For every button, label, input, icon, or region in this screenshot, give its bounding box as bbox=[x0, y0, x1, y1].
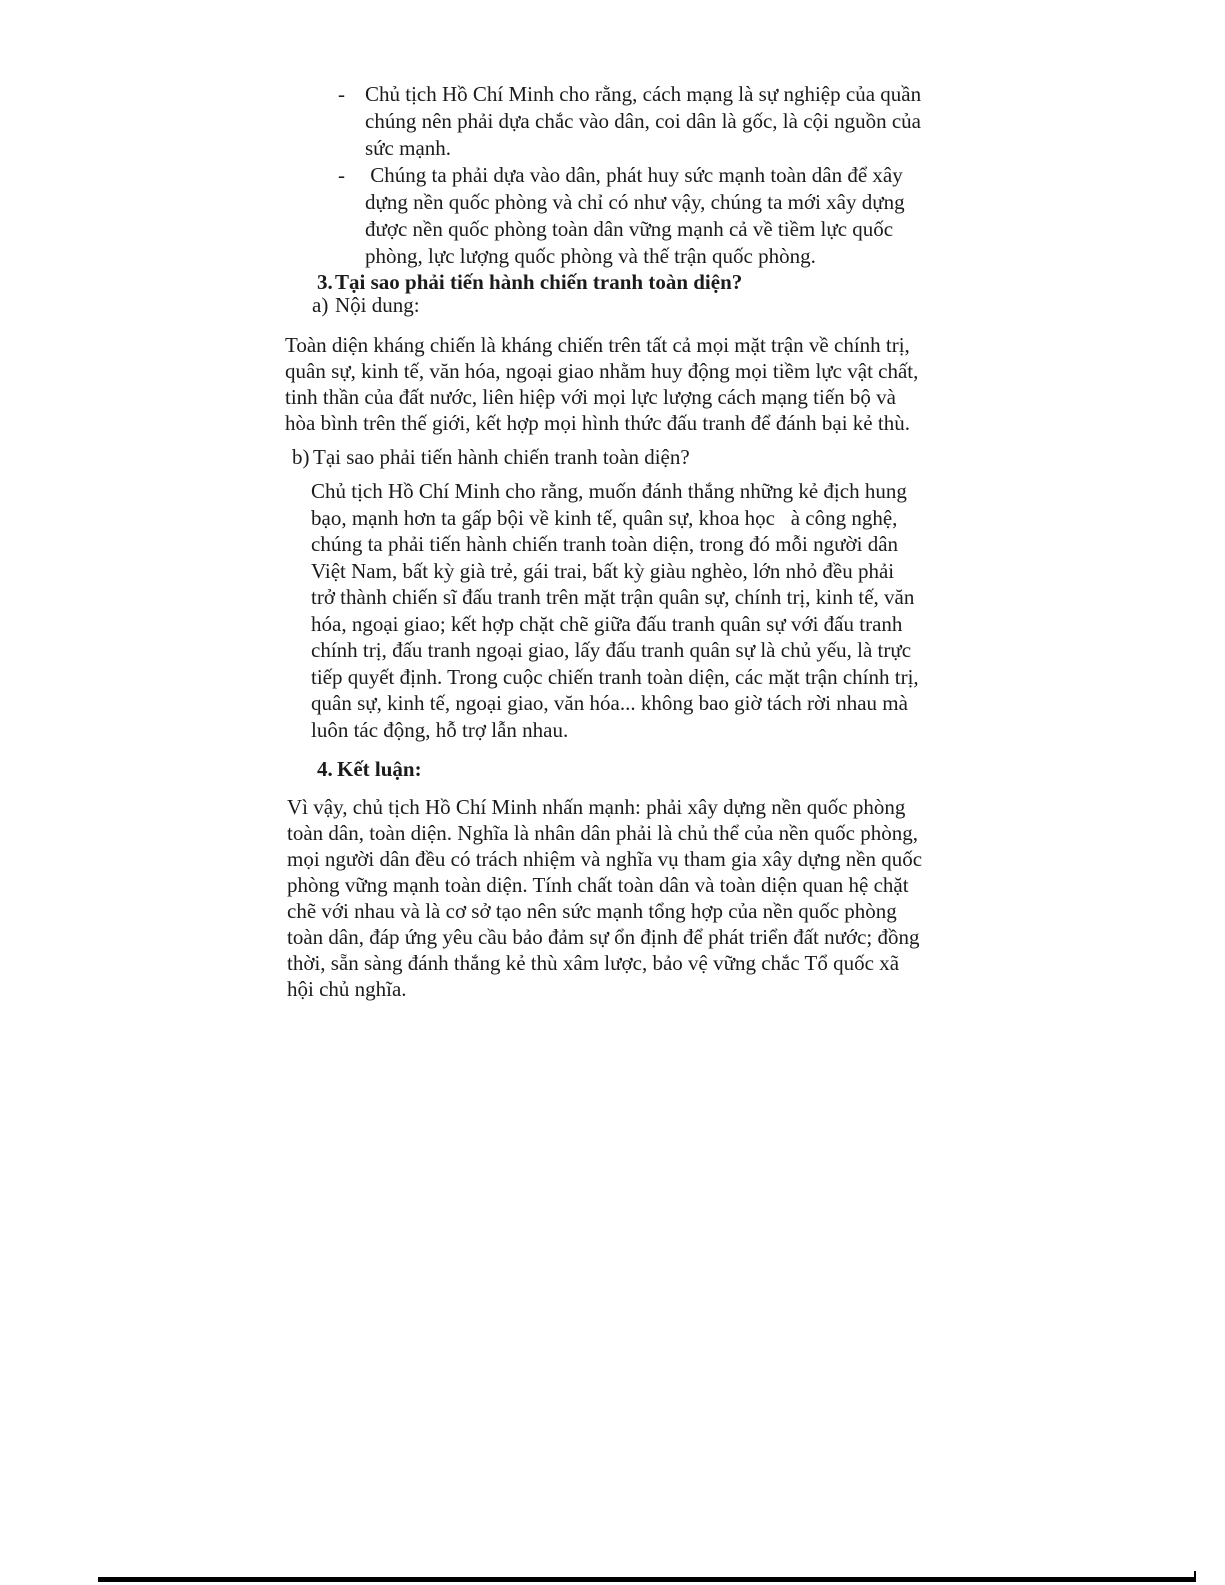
text-line: dựng nền quốc phòng và chỉ có như vậy, chúng ta mới xây dựng bbox=[365, 190, 905, 214]
text-line: bạo, mạnh hơn ta gấp bội về kinh tế, quân sự, khoa học à công nghệ, bbox=[311, 505, 898, 530]
item-a-label: a) bbox=[312, 293, 329, 317]
text-line: toàn dân, đáp ứng yêu cầu bảo đảm sự ổn định để phát triển đất nước; đồng bbox=[287, 925, 920, 949]
text-line: chúng ta phải tiến hành chiến tranh toàn diện, trong đó mỗi người dân bbox=[311, 532, 899, 556]
text-line: Việt Nam, bất kỳ già trẻ, gái trai, bất kỳ giàu nghèo, lớn nhỏ đều phải bbox=[311, 558, 895, 583]
text-line: Vì vậy, chủ tịch Hồ Chí Minh nhấn mạnh: phải xây dựng nền quốc phòng bbox=[287, 795, 906, 819]
text-line: chúng nên phải dựa chắc vào dân, coi dân là gốc, là cội nguồn của bbox=[365, 109, 922, 133]
text-line: sức mạnh. bbox=[365, 136, 452, 160]
text-line: phòng vững mạnh toàn diện. Tính chất toàn dân và toàn diện quan hệ chặt bbox=[287, 873, 909, 897]
text-line: phòng, lực lượng quốc phòng và thế trận quốc phòng. bbox=[365, 244, 816, 268]
text-line: thời, sẵn sàng đánh thắng kẻ thù xâm lược, bảo vệ vững chắc Tổ quốc xã bbox=[287, 951, 900, 975]
section-3-heading: Tại sao phải tiến hành chiến tranh toàn diện? bbox=[335, 270, 743, 294]
text-line: hòa bình trên thế giới, kết hợp mọi hình thức đấu tranh để đánh bại kẻ thù. bbox=[285, 411, 910, 435]
text-line: Chủ tịch Hồ Chí Minh cho rằng, cách mạng là sự nghiệp của quần bbox=[365, 82, 922, 106]
item-a-text: Nội dung: bbox=[335, 293, 420, 317]
bullet-marker: - bbox=[338, 163, 345, 187]
section-4-number: 4. bbox=[317, 757, 333, 781]
text-line: tiếp quyết định. Trong cuộc chiến tranh toàn diện, các mặt trận chính trị, bbox=[311, 664, 919, 689]
text-line: quân sự, kinh tế, văn hóa, ngoại giao nhằm huy động mọi tiềm lực vật chất, bbox=[285, 359, 919, 383]
section-4-heading: Kết luận: bbox=[337, 757, 422, 781]
paragraph-tai-sao bbox=[311, 478, 919, 743]
bullet-marker: - bbox=[338, 82, 345, 106]
text-line: trở thành chiến sĩ đấu tranh trên mặt trận quân sự, chính trị, kinh tế, văn bbox=[311, 585, 915, 609]
text-line: chính trị, đấu tranh ngoại giao, lấy đấu tranh quân sự là chủ yếu, là trực bbox=[311, 638, 912, 662]
bottom-rule-tick bbox=[1194, 1571, 1196, 1579]
text-line: luôn tác động, hỗ trợ lẫn nhau. bbox=[311, 717, 569, 742]
bottom-rule bbox=[98, 1577, 1196, 1582]
text-line: tinh thần của đất nước, liên hiệp với mọi lực lượng cách mạng tiến bộ và bbox=[285, 385, 896, 409]
item-b-text: Tại sao phải tiến hành chiến tranh toàn diện? bbox=[313, 445, 690, 469]
text-line: chẽ với nhau và là cơ sở tạo nên sức mạnh tổng hợp của nền quốc phòng bbox=[287, 899, 897, 923]
paragraph-noi-dung bbox=[285, 332, 918, 436]
text-line: được nền quốc phòng toàn dân vững mạnh cả về tiềm lực quốc bbox=[365, 217, 894, 241]
bullet-item bbox=[365, 81, 921, 162]
text-line: Chủ tịch Hồ Chí Minh cho rằng, muốn đánh thắng những kẻ địch hung bbox=[311, 479, 907, 503]
text-line: hóa, ngoại giao; kết hợp chặt chẽ giữa đấu tranh quân sự với đấu tranh bbox=[311, 611, 903, 636]
paragraph-ket-luan bbox=[287, 794, 922, 1002]
section-3-number: 3. bbox=[317, 270, 333, 294]
text-line: mọi người dân đều có trách nhiệm và nghĩa vụ tham gia xây dựng nền quốc bbox=[287, 847, 923, 871]
text-line: Chúng ta phải dựa vào dân, phát huy sức mạnh toàn dân để xây bbox=[365, 163, 903, 187]
bullet-item bbox=[365, 162, 905, 270]
text-line: Toàn diện kháng chiến là kháng chiến trên tất cả mọi mặt trận về chính trị, bbox=[285, 333, 910, 357]
text-line: hội chủ nghĩa. bbox=[287, 977, 407, 1001]
text-line: quân sự, kinh tế, ngoại giao, văn hóa... không bao giờ tách rời nhau mà bbox=[311, 691, 908, 715]
item-b-label: b) bbox=[292, 445, 310, 469]
text-line: toàn dân, toàn diện. Nghĩa là nhân dân phải là chủ thể của nền quốc phòng, bbox=[287, 821, 918, 845]
